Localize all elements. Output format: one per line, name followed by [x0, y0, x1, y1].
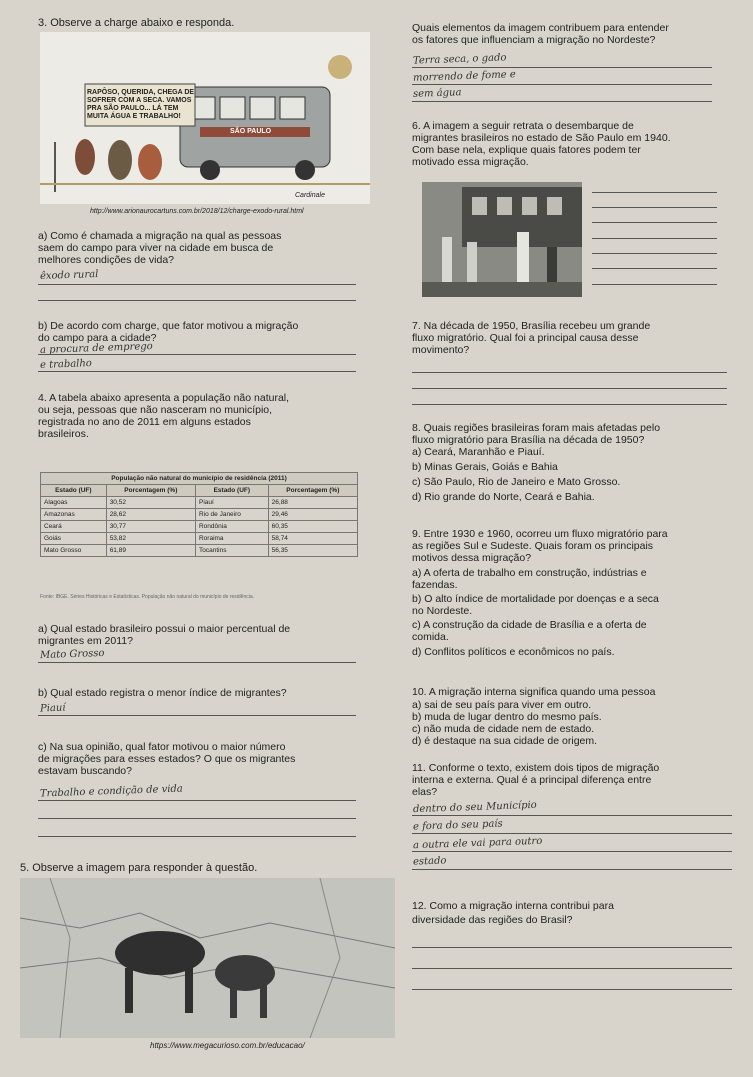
q4-line-3: registrada no ano de 2011 em alguns estados: [38, 416, 251, 428]
q11-answer-4: estado: [412, 855, 447, 868]
table-cell: Amazonas: [41, 509, 107, 521]
q3-prompt: 3. Observe a charge abaixo e responda.: [38, 17, 235, 29]
table-source: Fonte: IBGE. Séries Históricas e Estatísticas. População não natural do município de residência.: [40, 594, 254, 600]
q12-line-1: 12. Como a migração interna contribui para: [412, 900, 614, 912]
table-cell: Piauí: [195, 497, 268, 509]
answer-line: [38, 354, 356, 355]
table-row: [41, 533, 358, 545]
q9-option-b-cont: no Nordeste.: [412, 605, 473, 617]
answer-line: [412, 101, 712, 102]
table-cell: 56,35: [268, 545, 357, 557]
q5-answer-3: sem água: [412, 87, 462, 100]
cartoon-speech-line-2: SOFRER COM A SECA. VAMOS: [87, 97, 192, 104]
table-row: [41, 545, 358, 557]
q8-option-b[interactable]: b) Minas Gerais, Goiás e Bahia: [412, 461, 558, 473]
q3b-line-1: b) De acordo com charge, que fator motivou a migração: [38, 320, 299, 332]
answer-line: [592, 238, 717, 239]
answer-line: [412, 84, 712, 85]
q9-option-a-cont: fazendas.: [412, 579, 458, 591]
table-header: Porcentagem (%): [268, 485, 357, 497]
q6-line-2: migrantes brasileiros no estado de São Paulo em 1940.: [412, 132, 671, 144]
q7-line-1: 7. Na década de 1950, Brasília recebeu um grande: [412, 320, 651, 332]
answer-line: [592, 207, 717, 208]
migrants-photo: [422, 182, 582, 297]
q11-answer-2: e fora do seu país: [412, 818, 503, 833]
population-table: [40, 472, 358, 557]
q11-line-3: elas?: [412, 786, 438, 798]
cartoon-speech-line-1: RAPÔSO, QUERIDA, CHEGA DE: [87, 89, 195, 96]
q9-option-d[interactable]: d) Conflitos políticos e econômicos no país.: [412, 646, 615, 658]
q4c-line-3: estavam buscando?: [38, 765, 132, 777]
table-cell: Goiás: [41, 533, 107, 545]
table-cell: Tocantins: [195, 545, 268, 557]
answer-line: [412, 372, 727, 373]
q9-line-3: motivos dessa migração?: [412, 552, 532, 564]
answer-line: [412, 968, 732, 969]
answer-line: [592, 253, 717, 254]
q4a-answer: Mato Grosso: [39, 647, 105, 662]
q10-option-a[interactable]: a) sai de seu país para viver em outro.: [412, 699, 592, 711]
cartoon-speech-line-3: PRA SÃO PAULO... LÁ TEM: [87, 105, 179, 112]
q3b-line-2: do campo para a cidade?: [38, 332, 157, 344]
q5-question-line-2: os fatores que influenciam a migração no Nordeste?: [412, 34, 656, 46]
q10-option-d[interactable]: d) é destaque na sua cidade de origem.: [412, 735, 598, 747]
table-cell: Alagoas: [41, 497, 107, 509]
answer-line: [412, 833, 732, 834]
q9-option-b[interactable]: b) O alto índice de mortalidade por doenças e a seca: [412, 593, 659, 605]
table-cell: 60,35: [268, 521, 357, 533]
q3b-answer-1: a procura de emprego: [39, 341, 153, 356]
q5-prompt: 5. Observe a imagem para responder à questão.: [20, 862, 258, 874]
q11-answer-1: dentro do seu Município: [412, 799, 537, 816]
table-cell: 30,77: [106, 521, 195, 533]
table-cell: Rio de Janeiro: [195, 509, 268, 521]
q4c-answer: Trabalho e condição de vida: [39, 783, 183, 800]
answer-line: [38, 715, 356, 716]
q3a-answer: êxodo rural: [39, 268, 99, 283]
answer-line: [38, 371, 356, 372]
answer-line: [412, 869, 732, 870]
q9-option-a[interactable]: a) A oferta de trabalho em construção, indústrias e: [412, 567, 647, 579]
q9-line-1: 9. Entre 1930 e 1960, ocorreu um fluxo migratório para: [412, 528, 668, 540]
q8-option-d[interactable]: d) Rio grande do Norte, Ceará e Bahia.: [412, 491, 595, 503]
q4-line-2: ou seja, pessoas que não nasceram no município,: [38, 404, 273, 416]
q9-option-c[interactable]: c) A construção da cidade de Brasília e a oferta de: [412, 619, 647, 631]
table-title: População não natural do município de residência (2011): [41, 473, 358, 485]
cartoon-speech-line-4: MUITA ÁGUA E TRABALHO!: [87, 113, 181, 120]
answer-line: [38, 836, 356, 837]
bus-sign: SÃO PAULO: [230, 128, 272, 135]
table-row: [41, 521, 358, 533]
answer-line: [412, 388, 727, 389]
q6-line-4: motivado essa migração.: [412, 156, 529, 168]
table-cell: Ceará: [41, 521, 107, 533]
q12-line-2: diversidade das regiões do Brasil?: [412, 914, 573, 926]
q8-option-a[interactable]: a) Ceará, Maranhão e Piauí.: [412, 446, 545, 458]
q11-answer-3: a outra ele vai para outro: [412, 835, 543, 852]
photo-source: https://www.megacurioso.com.br/educacao/: [150, 1041, 305, 1050]
answer-line: [38, 800, 356, 801]
table-cell: 58,74: [268, 533, 357, 545]
q5-answer-2: morrendo de fome e: [412, 69, 516, 84]
q9-line-2: as regiões Sul e Sudeste. Quais foram os principais: [412, 540, 654, 552]
table-row: [41, 509, 358, 521]
answer-line: [592, 284, 717, 285]
q4c-line-1: c) Na sua opinião, qual fator motivou o maior número: [38, 741, 286, 753]
migrants-photo-drawing: [422, 182, 582, 297]
answer-line: [38, 818, 356, 819]
q4-line-4: brasileiros.: [38, 428, 89, 440]
answer-line: [38, 284, 356, 285]
q3a-line-2: saem do campo para viver na cidade em busca de: [38, 242, 274, 254]
answer-line: [412, 947, 732, 948]
q7-line-2: fluxo migratório. Qual foi a principal causa desse: [412, 332, 639, 344]
q4b-answer: Piauí: [39, 702, 66, 715]
drought-photo: [20, 878, 395, 1038]
cartoon-image: [40, 32, 370, 204]
table-header: Estado (UF): [41, 485, 107, 497]
table-cell: 26,88: [268, 497, 357, 509]
answer-line: [38, 662, 356, 663]
q8-line-2: fluxo migratório para Brasília na década de 1950?: [412, 434, 645, 446]
drought-photo-drawing: [20, 878, 395, 1038]
q4-line-1: 4. A tabela abaixo apresenta a população não natural,: [38, 392, 290, 404]
q9-option-c-cont: comida.: [412, 631, 449, 643]
q10-option-b[interactable]: b) muda de lugar dentro do mesmo país.: [412, 711, 602, 723]
q4a-line-2: migrantes em 2011?: [38, 635, 133, 647]
table-cell: Roraima: [195, 533, 268, 545]
table-cell: 53,82: [106, 533, 195, 545]
table-cell: 61,89: [106, 545, 195, 557]
q11-line-2: interna e externa. Qual é a principal diferença entre: [412, 774, 652, 786]
q7-line-3: movimento?: [412, 344, 470, 356]
q3a-line-3: melhores condições de vida?: [38, 254, 174, 266]
cartoon-signature: Cardinale: [295, 192, 325, 199]
q4c-line-2: de migrações para esses estados? O que os migrantes: [38, 753, 296, 765]
table-cell: 30,52: [106, 497, 195, 509]
answer-line: [592, 192, 717, 193]
answer-line: [412, 989, 732, 990]
q10-option-c[interactable]: c) não muda de cidade nem de estado.: [412, 723, 595, 735]
q5-question-line-1: Quais elementos da imagem contribuem para entender: [412, 22, 669, 34]
q6-line-1: 6. A imagem a seguir retrata o desembarque de: [412, 120, 634, 132]
table-header: Porcentagem (%): [106, 485, 195, 497]
q3b-answer-2: e trabalho: [39, 358, 93, 371]
q6-line-3: Com base nela, explique quais fatores podem ter: [412, 144, 641, 156]
q5-answer-1: Terra seca, o gado: [412, 52, 507, 67]
q4b-line-1: b) Qual estado registra o menor índice de migrantes?: [38, 687, 287, 699]
q3a-line-1: a) Como é chamada a migração na qual as pessoas: [38, 230, 282, 242]
table-cell: Mato Grosso: [41, 545, 107, 557]
table-cell: 29,46: [268, 509, 357, 521]
answer-line: [412, 404, 727, 405]
cartoon-source: http://www.arionaurocartuns.com.br/2018/12/charge-exodo-rural.html: [90, 208, 304, 215]
table-cell: 28,62: [106, 509, 195, 521]
answer-line: [592, 222, 717, 223]
answer-line: [412, 815, 732, 816]
q8-line-1: 8. Quais regiões brasileiras foram mais afetadas pelo: [412, 422, 661, 434]
answer-line: [412, 67, 712, 68]
q11-line-1: 11. Conforme o texto, existem dois tipos de migração: [412, 762, 660, 774]
table-cell: Rondônia: [195, 521, 268, 533]
table-header: Estado (UF): [195, 485, 268, 497]
q8-option-c[interactable]: c) São Paulo, Rio de Janeiro e Mato Grosso.: [412, 476, 621, 488]
answer-line: [592, 268, 717, 269]
q10-line-1: 10. A migração interna significa quando uma pessoa: [412, 686, 656, 698]
answer-line: [38, 300, 356, 301]
answer-line: [412, 851, 732, 852]
table-row: [41, 497, 358, 509]
q4a-line-1: a) Qual estado brasileiro possui o maior percentual de: [38, 623, 291, 635]
